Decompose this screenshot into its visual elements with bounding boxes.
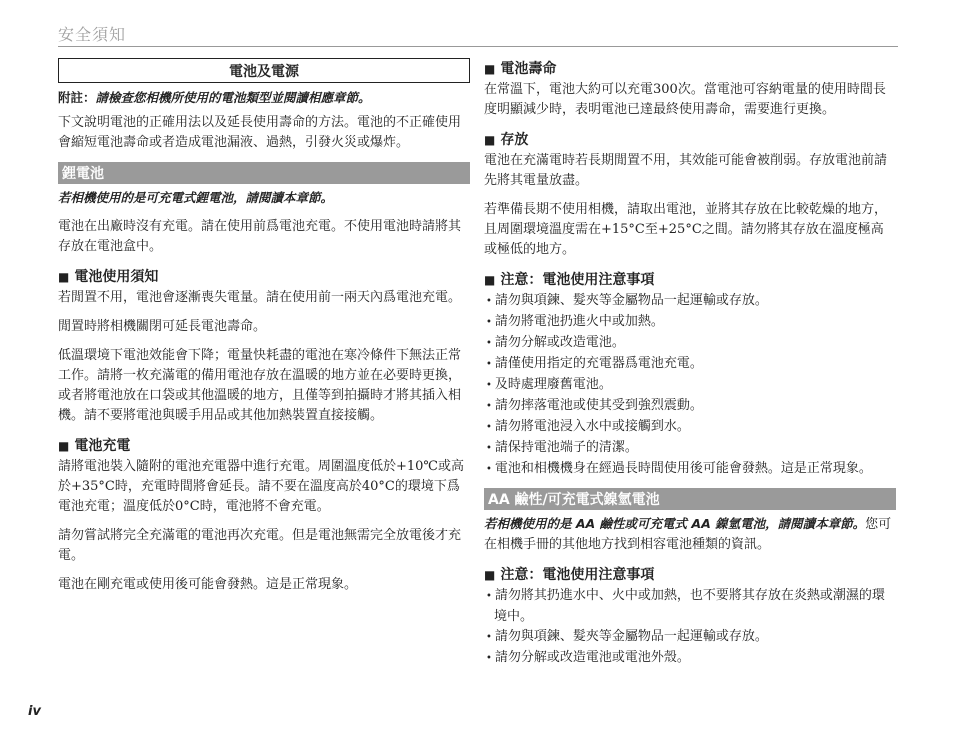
storage-heading: ■ 存放 xyxy=(484,132,529,148)
note xyxy=(58,88,470,106)
list-item: • 請勿將電池扔進火中或加熱。 xyxy=(484,312,896,333)
list-item: • 及時處理廢舊電池。 xyxy=(484,375,896,396)
list-item: • 請保持電池端子的清潔。 xyxy=(484,438,896,459)
usage-paragraph-1: 若閒置不用，電池會逐漸喪失電量。請在使用前一兩天內爲電池充電。 xyxy=(58,290,462,305)
aa-plain-text: 您可在相機手冊的其他地方找到相容電池種類的資訊。 xyxy=(484,517,892,552)
section-title: 電池及電源 xyxy=(58,58,470,83)
life-paragraph: 在常溫下，電池大約可以充電300次。當電池可容納電量的使用時間長度明顯減少時，表明電池已達最終使用壽命，需要進行更換。 xyxy=(484,82,886,117)
list-item: • 請勿與項鍊、髮夾等金屬物品一起運輸或存放。 xyxy=(484,291,896,312)
caution-list xyxy=(484,291,896,480)
square-bullet-icon: ■ xyxy=(484,62,496,76)
square-bullet-icon: ■ xyxy=(58,270,70,284)
usage-heading: ■ 電池使用須知 xyxy=(58,269,159,285)
list-item: • 請勿分解或改造電池。 xyxy=(484,333,896,354)
left-column xyxy=(58,58,470,604)
charge-paragraph-2: 請勿嘗試將完全充滿電的電池再次充電。但是電池無需完全放電後才充電。 xyxy=(58,528,462,563)
header-title: 安全須知 xyxy=(58,25,127,44)
square-bullet-icon: ■ xyxy=(58,439,70,453)
life-heading: ■ 電池壽命 xyxy=(484,61,557,77)
page-header xyxy=(58,22,898,47)
lithium-emphasis: 若相機使用的是可充電式鋰電池，請閱讀本章節。 xyxy=(58,190,334,205)
intro-paragraph: 下文說明電池的正確用法以及延長使用壽命的方法。電池的不正確使用會縮短電池壽命或者造成電池漏液、過熱，引發火災或爆炸。 xyxy=(58,115,462,150)
usage-paragraph-2: 閒置時將相機關閉可延長電池壽命。 xyxy=(58,319,267,334)
page-number: iv xyxy=(28,704,41,719)
list-item: • 請勿將其扔進水中、火中或加熱，也不要將其存放在炎熱或潮濕的環境中。 xyxy=(484,586,896,627)
aa-caution-list xyxy=(484,586,896,669)
aa-band: AA 鹼性/可充電式鎳氫電池 xyxy=(484,488,896,510)
note-label: 附註： xyxy=(58,90,96,105)
charge-paragraph-3: 電池在剛充電或使用後可能會發熱。這是正常現象。 xyxy=(58,577,358,592)
list-item: • 電池和相機機身在經過長時間使用後可能會發熱。這是正常現象。 xyxy=(484,459,896,480)
caution-heading: ■ 注意：電池使用注意事項 xyxy=(484,272,655,288)
list-item: • 請勿摔落電池或使其受到強烈震動。 xyxy=(484,396,896,417)
aa-caution-heading: ■ 注意：電池使用注意事項 xyxy=(484,567,655,583)
charge-paragraph-1: 請將電池裝入隨附的電池充電器中進行充電。周圍溫度低於+10℃或高於+35°C時，充電時間將會延長。請不要在溫度高於40°C的環境下爲電池充電；溫度低於0°C時，電池將不會充電。 xyxy=(58,459,464,514)
square-bullet-icon: ■ xyxy=(484,273,496,287)
right-column xyxy=(484,58,896,677)
square-bullet-icon: ■ xyxy=(484,133,496,147)
lithium-paragraph: 電池在出廠時沒有充電。請在使用前爲電池充電。不使用電池時請將其存放在電池盒中。 xyxy=(58,219,462,254)
storage-paragraph-1: 電池在充滿電時若長期閒置不用，其效能可能會被削弱。存放電池前請先將其電量放盡。 xyxy=(484,153,888,188)
usage-paragraph-3: 低溫環境下電池效能會下降；電量快耗盡的電池在寒冷條件下無法正常工作。請將一枚充滿電的備用電池存放在溫暖的地方並在必要時更換，或者將電池放在口袋或其他溫暖的地方，且僅等到拍攝時才將其插入相機。請不要將電池與暖手用品或其他加熱裝置直接接觸。 xyxy=(58,348,462,423)
list-item: • 請勿分解或改造電池或電池外殼。 xyxy=(484,648,896,669)
note-text: 請檢查您相機所使用的電池類型並閱讀相應章節。 xyxy=(95,90,371,105)
aa-emphasis: 若相機使用的是 AA 鹼性或可充電式 AA 鎳氫電池，請閱讀本章節。您可在相機手冊的其他地方找到相容電池種類的資訊。 xyxy=(484,516,892,552)
storage-paragraph-2: 若準備長期不使用相機，請取出電池，並將其存放在比較乾燥的地方，且周圍環境溫度需在+15°C至+25°C之間。請勿將其存放在溫度極高或極低的地方。 xyxy=(484,202,888,257)
charge-heading: ■ 電池充電 xyxy=(58,438,131,454)
lithium-band: 鋰電池 xyxy=(58,162,470,184)
list-item: • 請僅使用指定的充電器爲電池充電。 xyxy=(484,354,896,375)
list-item: • 請勿與項鍊、髮夾等金屬物品一起運輸或存放。 xyxy=(484,627,896,648)
square-bullet-icon: ■ xyxy=(484,568,496,582)
list-item: • 請勿將電池浸入水中或接觸到水。 xyxy=(484,417,896,438)
